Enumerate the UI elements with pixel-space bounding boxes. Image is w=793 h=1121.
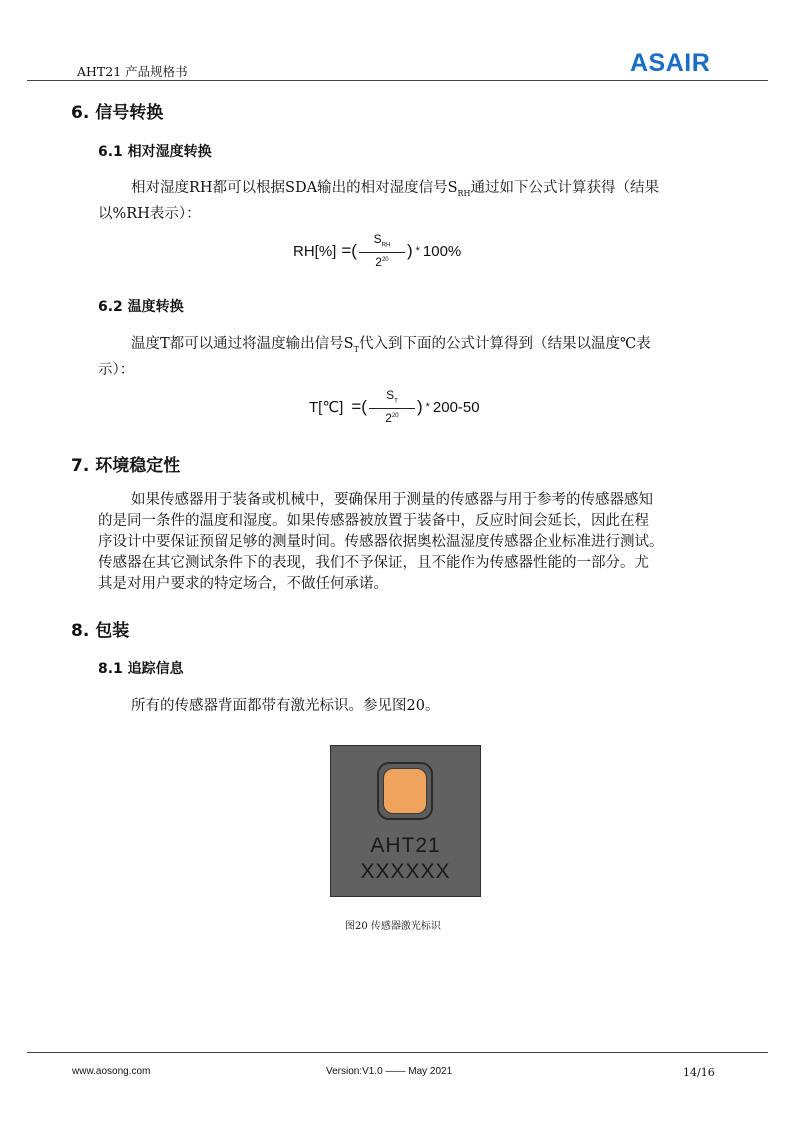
footer-website: www.aosong.com bbox=[72, 1066, 151, 1077]
temp-formula: T[℃] =( $\frac{S_T}{2^{20}}$ ) * 200-50 bbox=[309, 387, 480, 426]
temp-paragraph: 温度T都可以通过将温度输出信号$S_T$代入到下面的公式计算得到（结果以温度℃表 示）： bbox=[98, 336, 651, 378]
rh-formula: RH[%] =( $\frac{S_{RH}}{2^{20}}$ ) * 100% bbox=[293, 231, 462, 270]
section-6-1-heading: 6.1 相对湿度转换 bbox=[98, 144, 212, 160]
temp-formula-rhs: 200-50 bbox=[432, 398, 480, 416]
section-7-heading: 7. 环境稳定性 bbox=[71, 456, 181, 476]
page-number: 14/16 bbox=[683, 1066, 715, 1079]
temp-formula-lhs: T[℃] bbox=[309, 399, 344, 416]
chip-code-marking: XXXXXX bbox=[360, 860, 451, 883]
temp-fraction: $\frac{S_T}{2^{20}}$ bbox=[369, 389, 415, 425]
sensor-chip-image bbox=[330, 745, 481, 897]
rh-formula-rhs: 100% bbox=[422, 242, 462, 260]
tracking-paragraph: 所有的传感器背面都带有激光标识。参见图20。 bbox=[131, 698, 440, 714]
brand-logo: ASAIR bbox=[630, 49, 711, 77]
sensor-pad bbox=[383, 768, 427, 814]
section-8-1-heading: 8.1 追踪信息 bbox=[98, 661, 184, 677]
rh-formula-lhs: RH[%] bbox=[293, 242, 337, 260]
section-8-heading: 8. 包装 bbox=[71, 621, 130, 641]
header-divider bbox=[27, 80, 768, 81]
section-6-heading: 6. 信号转换 bbox=[71, 103, 164, 123]
footer-version: Version:V1.0 —— May 2021 bbox=[326, 1066, 453, 1077]
header-title: AHT21 产品规格书 bbox=[77, 64, 188, 79]
sensor-pad-outline bbox=[377, 762, 433, 820]
footer-divider bbox=[27, 1052, 768, 1053]
figure-caption: 图20 传感器激光标识 bbox=[345, 921, 441, 932]
section-6-2-heading: 6.2 温度转换 bbox=[98, 299, 184, 315]
stability-paragraph: 如果传感器用于装备或机械中，要确保用于测量的传感器与用于参考的传感器感知 的是同一条件的温度和湿度。如果传感器被放置于装备中，反应时间会延长，因此在程 序设计中要保证预留足够的测量时间。传感器依据奥松温湿度传感器企业标准进行测试。 传感器在其它测试条件下的表现，我们不予保证，且不能作为传感器性能的一部分。尤 其是对用户要求的特定场合，不做任何承诺。 bbox=[98, 492, 664, 592]
rh-paragraph: 相对湿度RH都可以根据SDA输出的相对湿度信号$S_{RH}$通过如下公式计算获得（结果 以%RH表示）： bbox=[98, 180, 660, 222]
chip-model-marking: AHT21 bbox=[370, 834, 441, 857]
rh-fraction: $\frac{S_{RH}}{2^{20}}$ bbox=[359, 233, 405, 269]
